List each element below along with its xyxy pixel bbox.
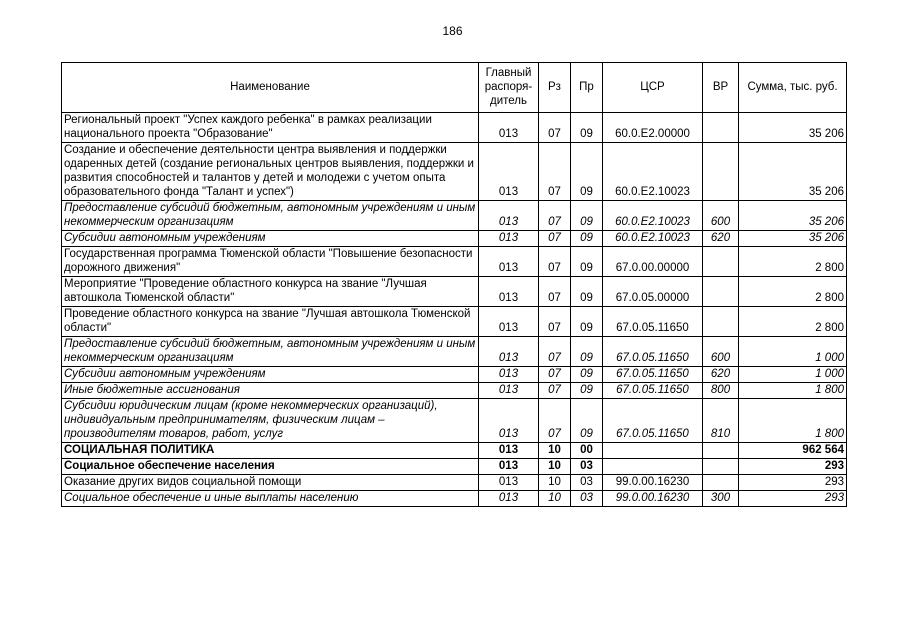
cell-vr: 600	[703, 337, 739, 367]
header-pr: Пр	[571, 63, 603, 113]
cell-csr: 67.0.05.11650	[603, 307, 703, 337]
cell-sum: 962 564	[739, 443, 847, 459]
cell-rz: 07	[539, 201, 571, 231]
cell-sum: 35 206	[739, 201, 847, 231]
cell-pr: 09	[571, 367, 603, 383]
cell-rz: 07	[539, 143, 571, 201]
cell-pr: 09	[571, 201, 603, 231]
table-row	[62, 231, 847, 247]
cell-vr: 620	[703, 367, 739, 383]
cell-csr: 99.0.00.16230	[603, 475, 703, 491]
cell-rz: 10	[539, 475, 571, 491]
cell-pr: 09	[571, 247, 603, 277]
cell-name: Субсидии автономным учреждениям	[62, 367, 479, 383]
cell-sum: 35 206	[739, 113, 847, 143]
cell-name: Социальное обеспечение населения	[62, 459, 479, 475]
cell-glav: 013	[479, 337, 539, 367]
cell-rz: 07	[539, 399, 571, 443]
page-number: 186	[442, 24, 463, 38]
cell-name: Иные бюджетные ассигнования	[62, 383, 479, 399]
table-row	[62, 307, 847, 337]
cell-sum: 293	[739, 475, 847, 491]
header-rz: Рз	[539, 63, 571, 113]
cell-vr	[703, 443, 739, 459]
header-sum: Сумма, тыс. руб.	[739, 63, 847, 113]
table-row	[62, 459, 847, 475]
cell-glav: 013	[479, 475, 539, 491]
cell-rz: 10	[539, 459, 571, 475]
cell-vr	[703, 113, 739, 143]
cell-vr: 600	[703, 201, 739, 231]
cell-csr: 67.0.05.11650	[603, 383, 703, 399]
cell-glav: 013	[479, 307, 539, 337]
cell-glav: 013	[479, 459, 539, 475]
cell-sum: 1 800	[739, 383, 847, 399]
cell-csr	[603, 443, 703, 459]
cell-name: Предоставление субсидий бюджетным, автономным учреждениям и иным некоммерческим организациям	[62, 337, 479, 367]
cell-glav: 013	[479, 491, 539, 507]
table-row	[62, 383, 847, 399]
cell-csr: 67.0.05.11650	[603, 337, 703, 367]
cell-csr	[603, 459, 703, 475]
cell-sum: 293	[739, 459, 847, 475]
cell-pr: 03	[571, 475, 603, 491]
cell-name: Проведение областного конкурса на звание "Лучшая автошкола Тюменской области"	[62, 307, 479, 337]
cell-glav: 013	[479, 201, 539, 231]
cell-name: СОЦИАЛЬНАЯ ПОЛИТИКА	[62, 443, 479, 459]
cell-glav: 013	[479, 383, 539, 399]
cell-pr: 09	[571, 113, 603, 143]
cell-vr	[703, 277, 739, 307]
cell-vr	[703, 247, 739, 277]
cell-glav: 013	[479, 143, 539, 201]
header-csr: ЦСР	[603, 63, 703, 113]
cell-pr: 09	[571, 399, 603, 443]
cell-csr: 60.0.E2.10023	[603, 231, 703, 247]
cell-pr: 03	[571, 459, 603, 475]
cell-vr: 620	[703, 231, 739, 247]
table-row	[62, 399, 847, 443]
cell-name: Оказание других видов социальной помощи	[62, 475, 479, 491]
table-row	[62, 247, 847, 277]
cell-name: Мероприятие "Проведение областного конкурса на звание "Лучшая автошкола Тюменской области"	[62, 277, 479, 307]
cell-vr	[703, 307, 739, 337]
cell-sum: 1 000	[739, 367, 847, 383]
cell-rz: 07	[539, 231, 571, 247]
cell-csr: 67.0.00.00000	[603, 247, 703, 277]
cell-pr: 09	[571, 277, 603, 307]
table-row	[62, 367, 847, 383]
cell-csr: 67.0.05.11650	[603, 367, 703, 383]
cell-csr: 67.0.05.00000	[603, 277, 703, 307]
cell-name: Региональный проект "Успех каждого ребенка" в рамках реализации национального проекта "Образование"	[62, 113, 479, 143]
table-row	[62, 443, 847, 459]
cell-pr: 09	[571, 143, 603, 201]
cell-csr: 60.0.E2.10023	[603, 201, 703, 231]
cell-pr: 09	[571, 337, 603, 367]
table-row	[62, 491, 847, 507]
cell-rz: 10	[539, 443, 571, 459]
cell-name: Субсидии автономным учреждениям	[62, 231, 479, 247]
cell-csr: 67.0.05.11650	[603, 399, 703, 443]
cell-vr: 300	[703, 491, 739, 507]
cell-rz: 07	[539, 337, 571, 367]
header-vr: ВР	[703, 63, 739, 113]
table-row	[62, 475, 847, 491]
table-row	[62, 277, 847, 307]
header-glav: Главный распоря-дитель	[479, 63, 539, 113]
cell-sum: 2 800	[739, 277, 847, 307]
cell-glav: 013	[479, 247, 539, 277]
cell-pr: 03	[571, 491, 603, 507]
cell-rz: 07	[539, 367, 571, 383]
cell-pr: 09	[571, 231, 603, 247]
cell-vr	[703, 475, 739, 491]
cell-csr: 60.0.E2.10023	[603, 143, 703, 201]
cell-sum: 293	[739, 491, 847, 507]
cell-vr: 800	[703, 383, 739, 399]
header-name: Наименование	[62, 63, 479, 113]
cell-sum: 2 800	[739, 307, 847, 337]
table-row	[62, 201, 847, 231]
cell-csr: 99.0.00.16230	[603, 491, 703, 507]
cell-rz: 07	[539, 383, 571, 399]
cell-pr: 00	[571, 443, 603, 459]
cell-sum: 35 206	[739, 143, 847, 201]
cell-glav: 013	[479, 113, 539, 143]
cell-name: Государственная программа Тюменской области "Повышение безопасности дорожного движения"	[62, 247, 479, 277]
table-row	[62, 113, 847, 143]
table-body	[62, 113, 847, 507]
cell-glav: 013	[479, 277, 539, 307]
cell-name: Создание и обеспечение деятельности центра выявления и поддержки одаренных детей (создание региональных центров выявления, поддержки и развития способностей и талантов у детей и молодежи с учетом опыта образовательного фонда "Талант и успех")	[62, 143, 479, 201]
header-row	[62, 63, 847, 113]
cell-rz: 07	[539, 307, 571, 337]
cell-name: Предоставление субсидий бюджетным, автономным учреждениям и иным некоммерческим организациям	[62, 201, 479, 231]
cell-glav: 013	[479, 367, 539, 383]
cell-vr	[703, 459, 739, 475]
cell-sum: 2 800	[739, 247, 847, 277]
cell-glav: 013	[479, 443, 539, 459]
cell-rz: 07	[539, 113, 571, 143]
cell-name: Социальное обеспечение и иные выплаты населению	[62, 491, 479, 507]
budget-table	[61, 62, 847, 507]
cell-sum: 1 000	[739, 337, 847, 367]
table-row	[62, 143, 847, 201]
cell-vr	[703, 143, 739, 201]
cell-sum: 35 206	[739, 231, 847, 247]
cell-pr: 09	[571, 307, 603, 337]
cell-csr: 60.0.E2.00000	[603, 113, 703, 143]
cell-rz: 10	[539, 491, 571, 507]
cell-glav: 013	[479, 399, 539, 443]
cell-glav: 013	[479, 231, 539, 247]
cell-rz: 07	[539, 277, 571, 307]
table-row	[62, 337, 847, 367]
cell-name: Субсидии юридическим лицам (кроме некоммерческих организаций), индивидуальным предпринимателям, физическим лицам – производителям товаров, работ, услуг	[62, 399, 479, 443]
cell-rz: 07	[539, 247, 571, 277]
cell-sum: 1 800	[739, 399, 847, 443]
cell-vr: 810	[703, 399, 739, 443]
cell-pr: 09	[571, 383, 603, 399]
